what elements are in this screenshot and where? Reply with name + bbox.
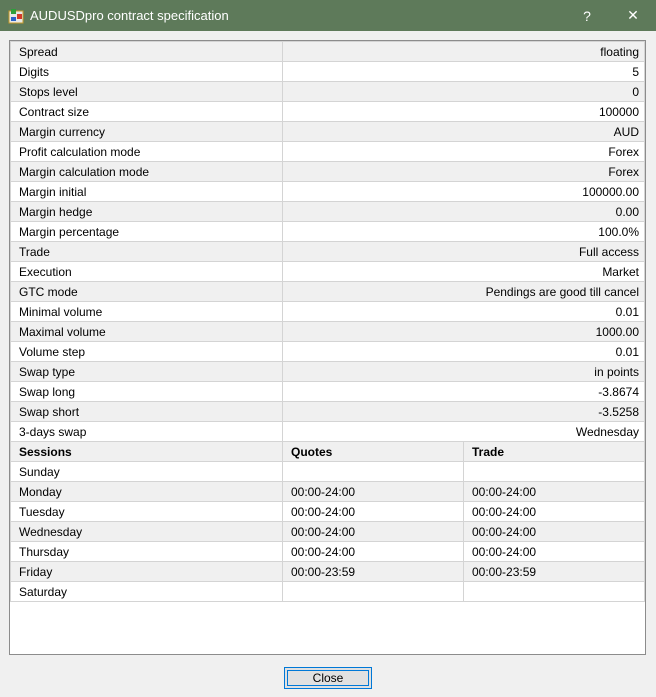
spec-name: 3-days swap xyxy=(11,422,283,442)
session-day: Tuesday xyxy=(11,502,283,522)
session-day: Sunday xyxy=(11,462,283,482)
session-row xyxy=(11,582,645,602)
spec-row xyxy=(11,382,645,402)
spec-name: Swap short xyxy=(11,402,283,422)
window-close-button[interactable] xyxy=(610,0,656,31)
spec-name: Stops level xyxy=(11,82,283,102)
trade-header: Trade xyxy=(464,442,645,462)
session-row xyxy=(11,462,645,482)
specification-table-panel xyxy=(9,40,646,655)
spec-value: 0.01 xyxy=(283,342,645,362)
spec-row xyxy=(11,182,645,202)
session-day: Monday xyxy=(11,482,283,502)
session-trade: 00:00-24:00 xyxy=(464,482,645,502)
spec-value: Full access xyxy=(283,242,645,262)
app-icon xyxy=(8,8,24,24)
spec-name: Margin initial xyxy=(11,182,283,202)
spec-row xyxy=(11,302,645,322)
session-quotes xyxy=(283,462,464,482)
spec-name: Volume step xyxy=(11,342,283,362)
session-trade xyxy=(464,582,645,602)
spec-value: Market xyxy=(283,262,645,282)
spec-row xyxy=(11,242,645,262)
sessions-header: Sessions xyxy=(11,442,283,462)
spec-name: Margin calculation mode xyxy=(11,162,283,182)
spec-row xyxy=(11,162,645,182)
session-quotes: 00:00-24:00 xyxy=(283,542,464,562)
close-button[interactable] xyxy=(284,667,372,689)
quotes-header: Quotes xyxy=(283,442,464,462)
spec-value: Wednesday xyxy=(283,422,645,442)
spec-value: AUD xyxy=(283,122,645,142)
spec-name: Maximal volume xyxy=(11,322,283,342)
spec-row xyxy=(11,82,645,102)
session-day: Wednesday xyxy=(11,522,283,542)
window-title: AUDUSDpro contract specification xyxy=(30,8,229,23)
session-trade: 00:00-24:00 xyxy=(464,502,645,522)
spec-row xyxy=(11,402,645,422)
spec-value: 100000 xyxy=(283,102,645,122)
title-bar xyxy=(0,0,656,31)
spec-name: Minimal volume xyxy=(11,302,283,322)
spec-name: GTC mode xyxy=(11,282,283,302)
spec-name: Contract size xyxy=(11,102,283,122)
spec-name: Margin percentage xyxy=(11,222,283,242)
spec-name: Margin hedge xyxy=(11,202,283,222)
help-button[interactable] xyxy=(564,0,610,31)
sessions-header-row xyxy=(11,442,645,462)
spec-value: 5 xyxy=(283,62,645,82)
help-icon: ? xyxy=(583,7,591,24)
session-trade: 00:00-24:00 xyxy=(464,542,645,562)
focus-rectangle xyxy=(287,670,369,686)
spec-row xyxy=(11,122,645,142)
close-button-label: Close xyxy=(312,671,344,685)
spec-value: 100.0% xyxy=(283,222,645,242)
spec-value: Forex xyxy=(283,162,645,182)
spec-row xyxy=(11,62,645,82)
spec-name: Margin currency xyxy=(11,122,283,142)
spec-row xyxy=(11,362,645,382)
spec-value: in points xyxy=(283,362,645,382)
spec-name: Trade xyxy=(11,242,283,262)
session-quotes: 00:00-23:59 xyxy=(283,562,464,582)
session-quotes xyxy=(283,582,464,602)
spec-name: Digits xyxy=(11,62,283,82)
spec-row xyxy=(11,322,645,342)
spec-name: Profit calculation mode xyxy=(11,142,283,162)
spec-value: Pendings are good till cancel xyxy=(283,282,645,302)
session-quotes: 00:00-24:00 xyxy=(283,482,464,502)
spec-row xyxy=(11,342,645,362)
session-day: Saturday xyxy=(11,582,283,602)
session-day: Friday xyxy=(11,562,283,582)
spec-name: Spread xyxy=(11,42,283,62)
spec-value: Forex xyxy=(283,142,645,162)
specification-table xyxy=(10,41,645,602)
spec-row xyxy=(11,282,645,302)
spec-row xyxy=(11,42,645,62)
spec-row xyxy=(11,422,645,442)
spec-value: -3.8674 xyxy=(283,382,645,402)
spec-value: 1000.00 xyxy=(283,322,645,342)
spec-value: 0 xyxy=(283,82,645,102)
session-row xyxy=(11,562,645,582)
spec-name: Swap type xyxy=(11,362,283,382)
session-quotes: 00:00-24:00 xyxy=(283,502,464,522)
spec-name: Swap long xyxy=(11,382,283,402)
spec-row xyxy=(11,142,645,162)
session-day: Thursday xyxy=(11,542,283,562)
session-row xyxy=(11,502,645,522)
spec-value: 0.00 xyxy=(283,202,645,222)
session-trade: 00:00-24:00 xyxy=(464,522,645,542)
session-quotes: 00:00-24:00 xyxy=(283,522,464,542)
spec-row xyxy=(11,202,645,222)
spec-value: 0.01 xyxy=(283,302,645,322)
session-row xyxy=(11,522,645,542)
spec-row xyxy=(11,262,645,282)
session-trade xyxy=(464,462,645,482)
spec-name: Execution xyxy=(11,262,283,282)
spec-value: floating xyxy=(283,42,645,62)
spec-value: 100000.00 xyxy=(283,182,645,202)
close-icon: ✕ xyxy=(627,7,639,23)
spec-value: -3.5258 xyxy=(283,402,645,422)
session-row xyxy=(11,542,645,562)
spec-row xyxy=(11,222,645,242)
spec-row xyxy=(11,102,645,122)
session-row xyxy=(11,482,645,502)
session-trade: 00:00-23:59 xyxy=(464,562,645,582)
